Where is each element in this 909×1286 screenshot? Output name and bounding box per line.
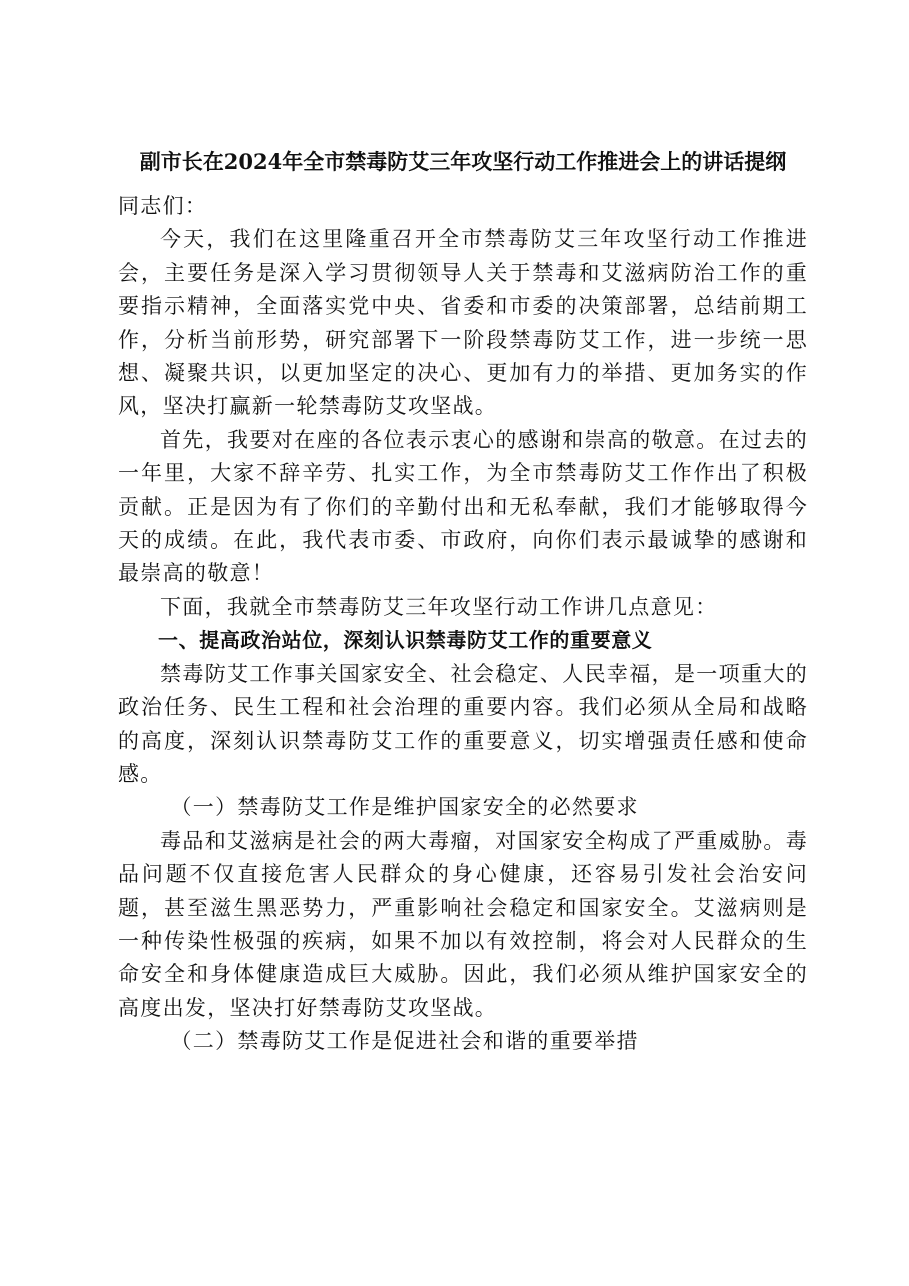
document-body — [118, 190, 808, 1059]
subsection-heading-2: （二）禁毒防艾工作是促进社会和谐的重要举措 — [170, 1029, 639, 1054]
subsection-1-text: 毒品和艾滋病是社会的两大毒瘤，对国家安全构成了严重威胁。毒品问题不仅直接危害人民群众的身心健康，还容易引发社会治安问题，甚至滋生黑恶势力，严重影响社会稳定和国家安全。艾滋病则是一种传染性极强的疾病，如果不加以有效控制，将会对人民群众的生命安全和身体健康造成巨大威胁。因此，我们必须从维护国家安全的高度出发，坚决打好禁毒防艾攻坚战。 — [118, 828, 808, 1020]
salutation: 同志们： — [118, 194, 208, 218]
paragraph-transition: 下面，我就全市禁毒防艾三年攻坚行动工作讲几点意见： — [160, 594, 718, 619]
document-title: 副市长在2024年全市禁毒防艾三年攻坚行动工作推进会上的讲话提纲 — [139, 149, 787, 174]
section-1-intro: 禁毒防艾工作事关国家安全、社会稳定、人民幸福，是一项重大的政治任务、民生工程和社会治理的重要内容。我们必须从全局和战略的高度，深刻认识禁毒防艾工作的重要意义，切实增强责任感和使命感。 — [118, 661, 808, 786]
paragraph-thanks: 首先，我要对在座的各位表示衷心的感谢和崇高的敬意。在过去的一年里，大家不辞辛劳、扎实工作，为全市禁毒防艾工作作出了积极贡献。正是因为有了你们的辛勤付出和无私奉献，我们才能够取得今天的成绩。在此，我代表市委、市政府，向你们表示最诚挚的感谢和最崇高的敬意！ — [118, 427, 808, 586]
paragraph-opening: 今天，我们在这里隆重召开全市禁毒防艾三年攻坚行动工作推进会，主要任务是深入学习贯彻领导人关于禁毒和艾滋病防治工作的重要指示精神，全面落实党中央、省委和市委的决策部署，总结前期工作，分析当前形势，研究部署下一阶段禁毒防艾工作，进一步统一思想、凝聚共识，以更加坚定的决心、更加有力的举措、更加务实的作风，坚决打赢新一轮禁毒防艾攻坚战。 — [118, 227, 808, 419]
section-heading-1: 一、提高政治站位，深刻认识禁毒防艾工作的重要意义 — [158, 628, 653, 653]
subsection-heading-1: （一）禁毒防艾工作是维护国家安全的必然要求 — [170, 795, 639, 820]
